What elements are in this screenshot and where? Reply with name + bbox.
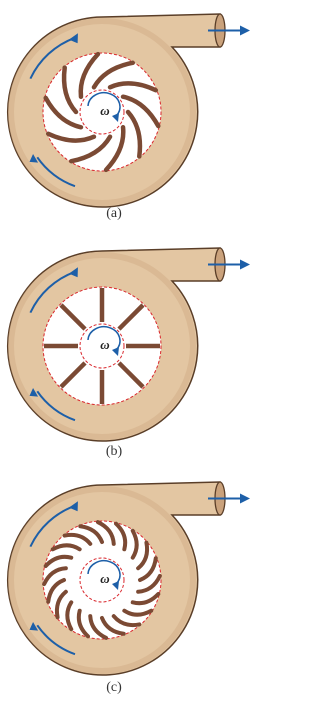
pump-diagram-b: [0, 238, 256, 468]
caption-b: (b): [105, 444, 123, 459]
pump-diagram-c: [0, 472, 256, 705]
discharge-arrowhead: [240, 26, 250, 36]
pump-c-graphic: [0, 472, 256, 705]
discharge-arrowhead: [240, 260, 250, 270]
omega-label-c: ω: [100, 571, 110, 586]
caption-a: (a): [106, 206, 122, 221]
pump-diagram-a: [0, 0, 256, 235]
discharge-arrowhead: [240, 494, 250, 504]
pump-b-graphic: [0, 238, 256, 468]
pump-a-graphic: [0, 0, 256, 235]
omega-label-a: ω: [100, 103, 110, 118]
omega-label-b: ω: [100, 337, 110, 352]
caption-c: (c): [106, 680, 122, 695]
